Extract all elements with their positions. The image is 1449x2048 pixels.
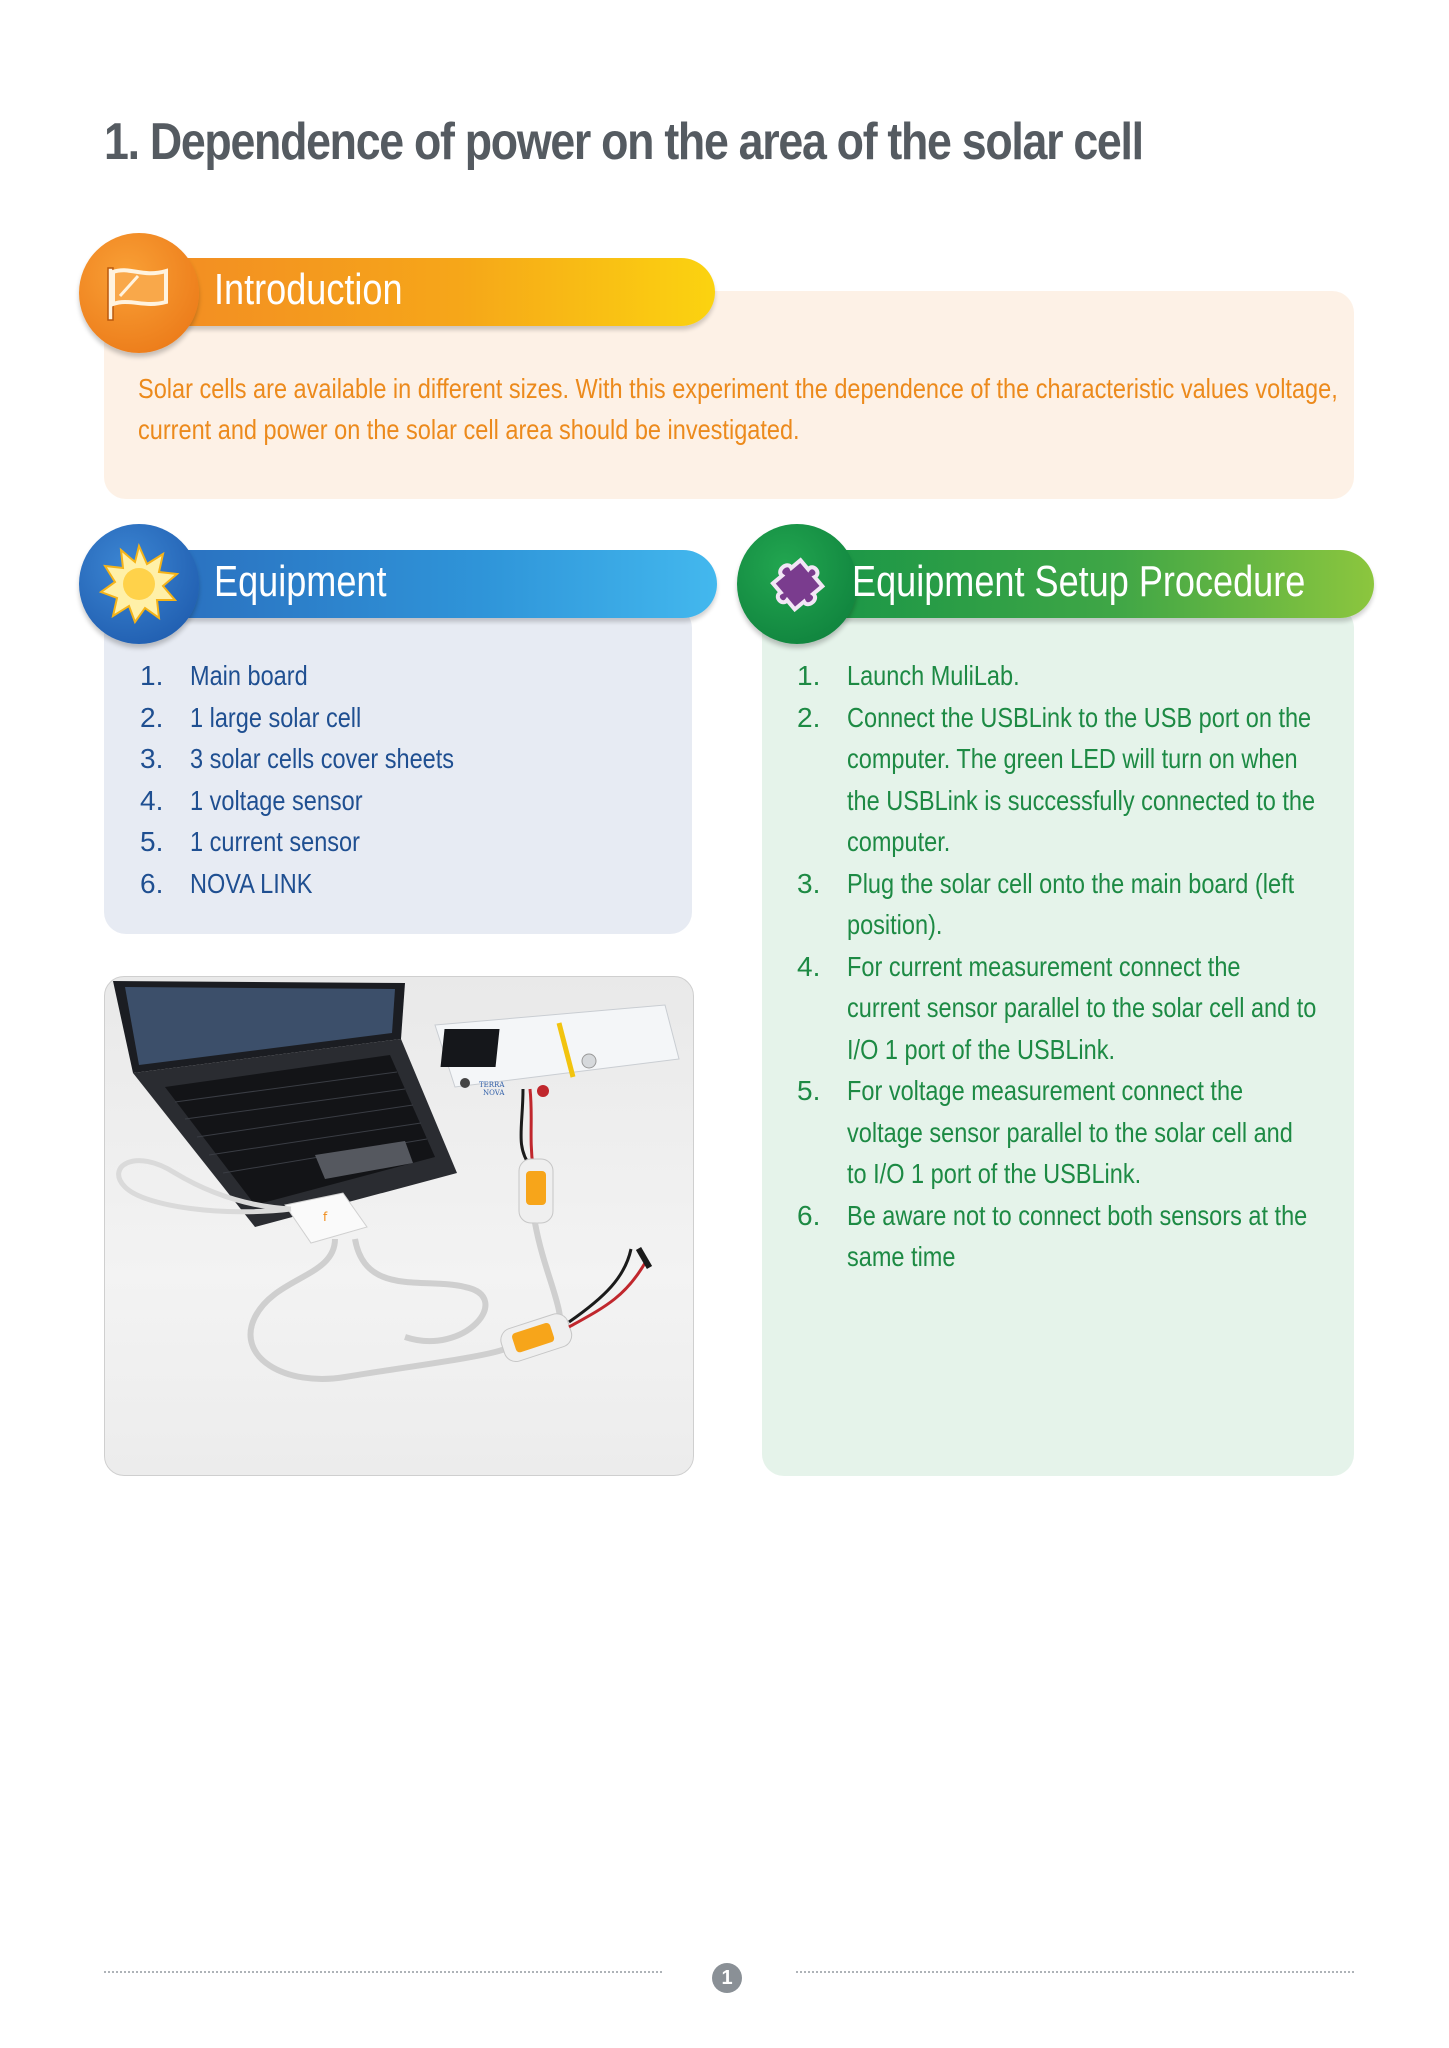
- setup-step: [797, 946, 1407, 1071]
- svg-text:f: f: [323, 1210, 328, 1224]
- step-text: Be aware not to connect both sensors at the same time: [847, 1199, 1308, 1272]
- item-text: 1 voltage sensor: [190, 784, 363, 816]
- step-text: Plug the solar cell onto the main board (left position).: [847, 867, 1295, 940]
- introduction-icon-badge: [79, 233, 199, 353]
- step-number: 5.: [797, 1075, 821, 1106]
- setup-steps-list: [797, 655, 1407, 1278]
- board-label-1: TERRA: [479, 1081, 505, 1089]
- equipment-heading: Equipment: [214, 557, 387, 606]
- setup-step: [797, 863, 1407, 946]
- puzzle-piece-icon: [757, 544, 837, 624]
- setup-step: [797, 655, 1407, 697]
- item-text: Main board: [190, 660, 308, 691]
- item-number: 3.: [140, 743, 164, 774]
- item-text: NOVA LINK: [190, 867, 313, 899]
- item-text: 3 solar cells cover sheets: [190, 743, 455, 774]
- introduction-line-1: Solar cells are available in different sizes. With this experiment the dependence of the characteristic values voltage,: [138, 373, 1338, 404]
- page-title: 1. Dependence of power on the area of the solar cell: [104, 113, 1143, 171]
- setup-photo: [104, 976, 694, 1476]
- item-number: 2.: [140, 701, 164, 733]
- item-number: 5.: [140, 826, 164, 857]
- introduction-line-2: current and power on the solar cell area should be investigated.: [138, 414, 800, 445]
- introduction-text: [138, 368, 1338, 450]
- item-number: 4.: [140, 784, 164, 816]
- step-number: 6.: [797, 1199, 821, 1231]
- setup-step: [797, 697, 1407, 863]
- board-label-2: NOVA: [483, 1089, 505, 1097]
- setup-step: [797, 1070, 1407, 1195]
- item-number: 6.: [140, 867, 164, 899]
- page-number: 1: [712, 1963, 742, 1993]
- equipment-icon-badge: [79, 524, 199, 644]
- step-text: Launch MuliLab.: [847, 660, 1020, 691]
- step-text: For voltage measurement connect the voltage sensor parallel to the solar cell and to I/O 1 port of the USBLink.: [847, 1075, 1293, 1189]
- step-number: 4.: [797, 950, 821, 982]
- step-number: 3.: [797, 867, 821, 899]
- step-number: 2.: [797, 701, 821, 733]
- step-text: For current measurement connect the current sensor parallel to the solar cell and to I/O 1 port of the USBLink.: [847, 950, 1317, 1065]
- setup-illustration: [105, 977, 693, 1475]
- footer-divider-left: [104, 1971, 662, 1973]
- setup-step: [797, 1195, 1407, 1278]
- step-number: 1.: [797, 660, 821, 691]
- item-text: 1 current sensor: [190, 826, 360, 857]
- sun-icon: [97, 542, 181, 626]
- step-text: Connect the USBLink to the USB port on the computer. The green LED will turn on when the USBLink is successfully connected to the computer.: [847, 701, 1316, 857]
- flag-icon: [102, 262, 176, 324]
- item-text: 1 large solar cell: [190, 701, 362, 733]
- introduction-heading: Introduction: [214, 265, 403, 314]
- footer-divider-right: [796, 1971, 1354, 1973]
- item-number: 1.: [140, 660, 164, 691]
- setup-icon-badge: [737, 524, 857, 644]
- setup-heading: Equipment Setup Procedure: [852, 557, 1306, 606]
